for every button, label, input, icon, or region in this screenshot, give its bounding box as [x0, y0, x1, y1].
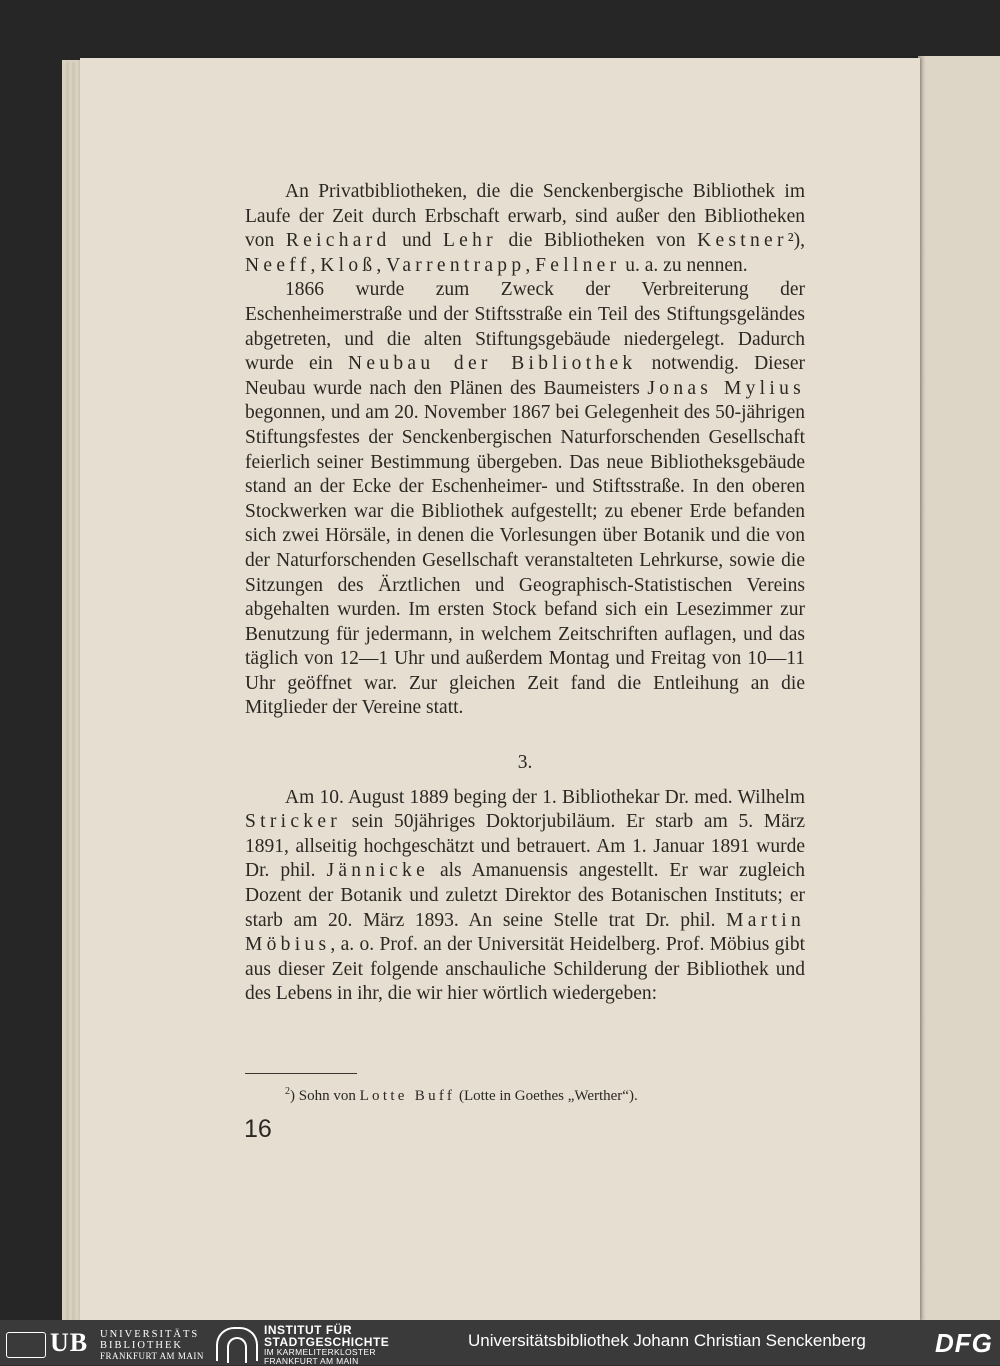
dfg-logo[interactable]: DFG	[935, 1328, 993, 1358]
text-run: ,	[310, 254, 321, 276]
ub-letters: UB	[50, 1328, 89, 1357]
text-run: ,	[376, 254, 387, 276]
text-run: als Amanuensis angestellt. Er war zugleich Dozent der Botanik und zuletzt Direktor des Botanischen Instituts; er starb am 20. März 1893. An seine Stelle trat Dr. phil.	[245, 860, 805, 931]
spaced-name: Lehr	[442, 230, 497, 252]
ub-line: BIBLIOTHEK	[100, 1340, 183, 1351]
isg-line: INSTITUT FÜR	[264, 1323, 352, 1337]
ub-logo[interactable]	[6, 1326, 206, 1360]
page-edge	[66, 62, 69, 1320]
paragraph	[245, 786, 805, 1007]
spaced-name: Neeff	[245, 254, 311, 276]
spaced-name: Neubau der Bibliothek	[348, 353, 637, 375]
isg-line: IM KARMELITERKLOSTER	[264, 1347, 376, 1357]
spaced-name: Reichard	[285, 230, 391, 252]
text-run: u. a. zu nennen.	[620, 254, 748, 276]
spaced-name: Martin Möbius	[245, 909, 805, 956]
text-run: und	[390, 230, 443, 252]
isg-line: STADTGESCHICHTE	[264, 1335, 390, 1349]
arch-icon	[216, 1327, 258, 1361]
page-edge	[72, 62, 75, 1320]
footnote-marker: 2	[285, 1086, 290, 1097]
footer-bar	[0, 1320, 1000, 1365]
text-run: die Bibliotheken von	[496, 230, 698, 252]
spaced-name: Varrentrapp	[386, 254, 526, 276]
text-run: sein 50jähriges Doktorjubiläum. Er starb am 5. März 1891, allseitig hochgeschätzt und betrauert. Am 1. Januar 1891 wurde Dr. phil.	[245, 811, 805, 882]
text-run: 1866 wurde zum Zweck der Verbreiterung der Eschenheimerstraße und der Stiftsstraße ein Teil des Stiftungsgeländes abgetreten, und die alten Stiftungsgebäude niedergelegt. Dadurch wurde ein	[245, 279, 805, 375]
text-run: Am 10. August 1889 beging der 1. Bibliothekar Dr. med. Wilhelm	[285, 786, 805, 808]
text-run: ) Sohn von	[290, 1088, 360, 1104]
footer-title[interactable]: Universitätsbibliothek Johann Christian Senckenberg	[468, 1331, 866, 1350]
text-run: ,	[525, 254, 536, 276]
text-run: An Privatbibliotheken, die die Senckenbergische Bibliothek im Laufe der Zeit durch Erbschaft erwarb, sind außer den Bibliotheken von	[245, 181, 805, 252]
text-run: notwendig. Dieser Neubau wurde nach den Plänen des Baumeisters	[245, 353, 805, 399]
ub-name	[100, 1329, 204, 1362]
ub-line: UNIVERSITÄTS	[100, 1329, 200, 1340]
spaced-name: Kloß	[320, 254, 377, 276]
facing-page	[918, 56, 1000, 1322]
text-run: ²),	[787, 230, 806, 252]
isg-name	[264, 1324, 389, 1366]
text-run: begonnen, und am 20. November 1867 bei Gelegenheit des 50-jährigen Stiftungsfestes der Senckenbergischen Naturforschenden Gesellschaft feierlich seiner Bestimmung übergeben. Das neue Bibliotheksgebäude stand an der Ecke der Eschenheimer- und Stiftsstraße. In den oberen Stockwerken war die Bibliothek aufgestellt; zu ebener Erde befanden sich zwei Hörsäle, in denen die Vorlesungen über Botanik und die von der Naturforschenden Gesellschaft veranstalteten Lehrkurse, sowie die Sitzungen des Ärztlichen und Geographisch-Statistischen Vereins abgehalten wurden. Im ersten Stock befand sich ein Lesezimmer zur Benutzung für jedermann, in welchem Zeitschriften auflagen, und das täglich von 12—1 Uhr und außerdem Montag und Freitag von 10—11 Uhr geöffnet war. Zur gleichen Zeit fand die Entleihung an die Mitglieder der Vereine statt.	[245, 402, 805, 719]
paragraph	[245, 180, 805, 278]
spaced-name: Kestner	[697, 230, 788, 252]
footnote-rule	[245, 1073, 357, 1074]
text-run: (Lotte in Goethes „Werther“).	[455, 1088, 638, 1104]
paragraph	[245, 278, 805, 721]
ub-line: FRANKFURT AM MAIN	[100, 1351, 204, 1361]
spaced-name: Jonas Mylius	[647, 377, 805, 399]
spaced-name: Jännicke	[326, 860, 430, 882]
isg-line: FRANKFURT AM MAIN	[264, 1356, 359, 1366]
footnote	[285, 1082, 805, 1106]
spaced-name: Stricker	[245, 811, 342, 833]
isg-logo[interactable]	[216, 1323, 416, 1366]
page-number: 16	[244, 1115, 272, 1143]
body-text	[245, 180, 805, 1007]
ub-emblem-icon	[6, 1332, 46, 1358]
footnote-text	[290, 1088, 638, 1104]
section-number: 3.	[517, 752, 533, 774]
spaced-name: Lotte Buff	[359, 1088, 456, 1104]
text-run: , a. o. Prof. an der Universität Heidelberg. Prof. Möbius gibt aus dieser Zeit folgende anschauliche Schilderung der Bibliothek und des Lebens in ihr, die wir hier wörtlich wiedergeben:	[245, 934, 805, 1005]
spaced-name: Fellner	[535, 254, 621, 276]
